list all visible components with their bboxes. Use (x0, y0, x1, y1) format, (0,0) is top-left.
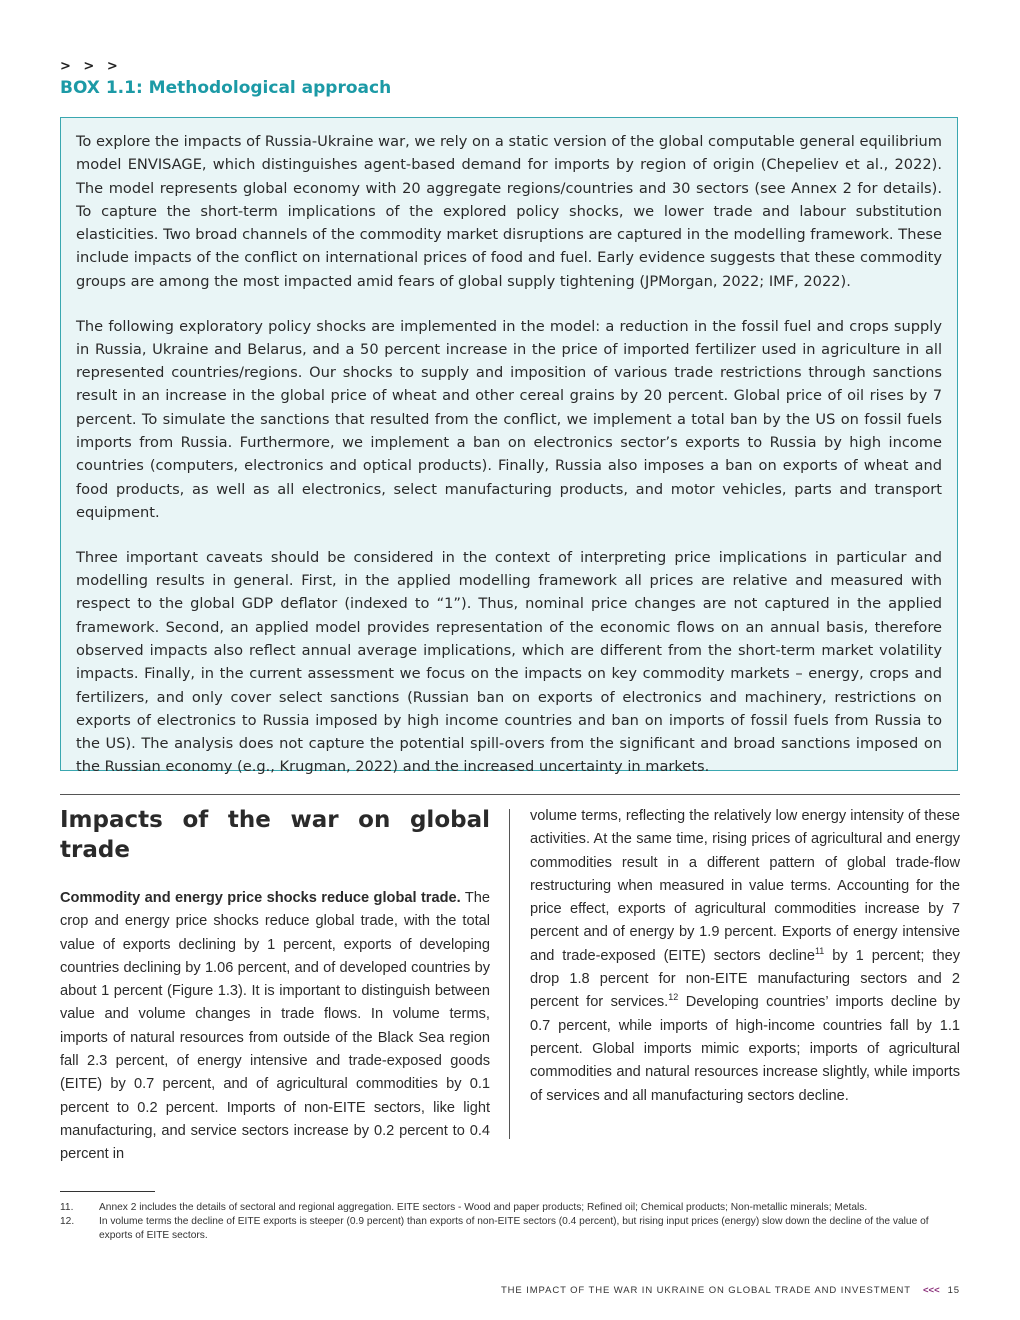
page-footer (501, 1285, 960, 1296)
box-paragraph-2: The following exploratory policy shocks are implemented in the model: a reduction in the fossil fuel and crops supply in Russia, Ukraine and Belarus, and a 50 percent increase in the price of imported fertilizer used in agriculture in all represented countries/regions. Our shocks to supply and imposition of various trade restrictions through sanctions result in an increase in the global price of wheat and other cereal grains by 20 percent. Global price of oil rises by 7 percent. To simulate the sanctions that resulted from the conflict, we implement a total ban by the US on fossil fuels imports from Russia. Furthermore, we implement a ban on electronics sector’s exports to Russia by high income countries (computers, electronics and optical products). Finally, Russia also imposes a ban on exports of wheat and food products, as well as all electronics, select manufacturing products, and motor vehicles, parts and transport equipment. (76, 317, 942, 521)
column-divider (509, 809, 510, 1139)
section-divider (60, 794, 960, 795)
footnote-number: 12. (60, 1216, 75, 1227)
section-chevrons: > > > (60, 59, 122, 74)
footnote-ref-12[interactable]: 12 (668, 992, 679, 1003)
footnote-number: 11. (60, 1202, 74, 1213)
right-body-2: by 1 percent; they drop 1.8 percent for non-EITE manufacturing sectors and 2 percent for services. (530, 947, 960, 1011)
footnote-text: Annex 2 includes the details of sectoral and regional aggregation. EITE sectors - Wood and paper products; Refined oil; Chemical products; Non-metallic minerals; Metals. (99, 1202, 868, 1213)
methodology-box (60, 117, 958, 776)
footnote-12 (60, 1215, 960, 1242)
box-paragraph-1: To explore the impacts of Russia-Ukraine war, we rely on a static version of the global computable general equilibrium model ENVISAGE, which distinguishes agent-based demand for imports by region of origin (Chepeliev et al., 2022). The model represents global economy with 20 aggregate regions/countries and 30 sectors (see Annex 2 for details). To capture the short-term implications of the explored policy shocks, we lower trade and labour substitution elasticities. Two broad channels of the commodity market disruptions are captured in the modelling framework. These include impacts of the conflict on international prices of food and fuel. Early evidence suggests that these commodity groups are among the most impacted amid fears of global supply tightening (JPMorgan, 2022; IMF, 2022). (76, 133, 942, 290)
page-number: 15 (947, 1285, 960, 1296)
footer-title: THE IMPACT OF THE WAR IN UKRAINE ON GLOBAL TRADE AND INVESTMENT (500, 1285, 911, 1296)
section-heading: Impacts of the war on global trade (60, 807, 490, 863)
right-column-text (530, 805, 960, 1108)
left-column-text (60, 887, 490, 1167)
right-column (530, 805, 960, 1108)
box-paragraph-3: Three important caveats should be considered in the context of interpreting price implications in particular and modelling results in general. First, in the applied modelling framework all prices are relative and measured with respect to the global GDP deflator (indexed to “1”). Thus, nominal price changes are not captured in the applied framework. Second, an applied model provides representation of the economic flows on an annual basis, therefore observed impacts also reflect annual average implications, which are different from the short-term market volatility impacts. Finally, in the current assessment we focus on the impacts on key commodity markets – energy, crops and fertilizers, and only cover select sanctions (Russian ban on exports of electronics and machinery, restrictions on exports of electronics to Russia imposed by high income countries and ban on imports of fossil fuels from Russia to the US). The analysis does not capture the potential spill-overs from the significant and broad sanctions imposed on the Russian economy (e.g., Krugman, 2022) and the increased uncertainty in markets. (76, 548, 942, 776)
left-column (60, 805, 490, 1167)
footer-arrows: <<< (922, 1285, 940, 1296)
lead-sentence: Commodity and energy price shocks reduce global trade. (60, 890, 461, 906)
footnote-rule (60, 1191, 155, 1192)
right-body-1: volume terms, reflecting the relatively low energy intensity of these activities. At the same time, rising prices of agricultural and energy commodities result in a different pattern of global trade-flow restructuring when measured in value terms. Accounting for the price effect, exports of agricultural commodities increase by 7 percent and of energy by 1.9 percent. Exports of energy intensive and trade-exposed (EITE) sectors decline (530, 808, 960, 964)
box-title: BOX 1.1: Methodological approach (60, 78, 392, 98)
footnote-text: In volume terms the decline of EITE exports is steeper (0.9 percent) than exports of non-EITE sectors (0.4 percent), but rising input prices (energy) slow down the decline of the value of exports of EITE sectors. (99, 1216, 929, 1241)
footnote-11 (60, 1201, 960, 1215)
footnote-ref-11[interactable]: 11 (814, 945, 825, 956)
right-body-3: Developing countries’ imports decline by 0.7 percent, while imports of high-income countries fall by 1.1 percent. Global imports mimic exports; imports of agricultural commodities and natural resources increase slightly, while imports of services and all manufacturing sectors decline. (530, 994, 960, 1104)
left-body: The crop and energy price shocks reduce global trade, with the total value of exports declining by 1 percent, exports of developing countries declining by 1.06 percent, and of developed countries by about 1 percent (Figure 1.3). It is important to distinguish between value and volume changes in trade flows. In volume terms, imports of natural resources from outside of the Black Sea region fall 2.3 percent, of energy intensive and trade-exposed goods (EITE) by 0.7 percent, and of agricultural commodities by 0.1 percent to 0.2 percent. Imports of non-EITE sectors, like light manufacturing, and service sectors increase by 0.2 percent to 0.4 percent in (60, 890, 490, 1163)
